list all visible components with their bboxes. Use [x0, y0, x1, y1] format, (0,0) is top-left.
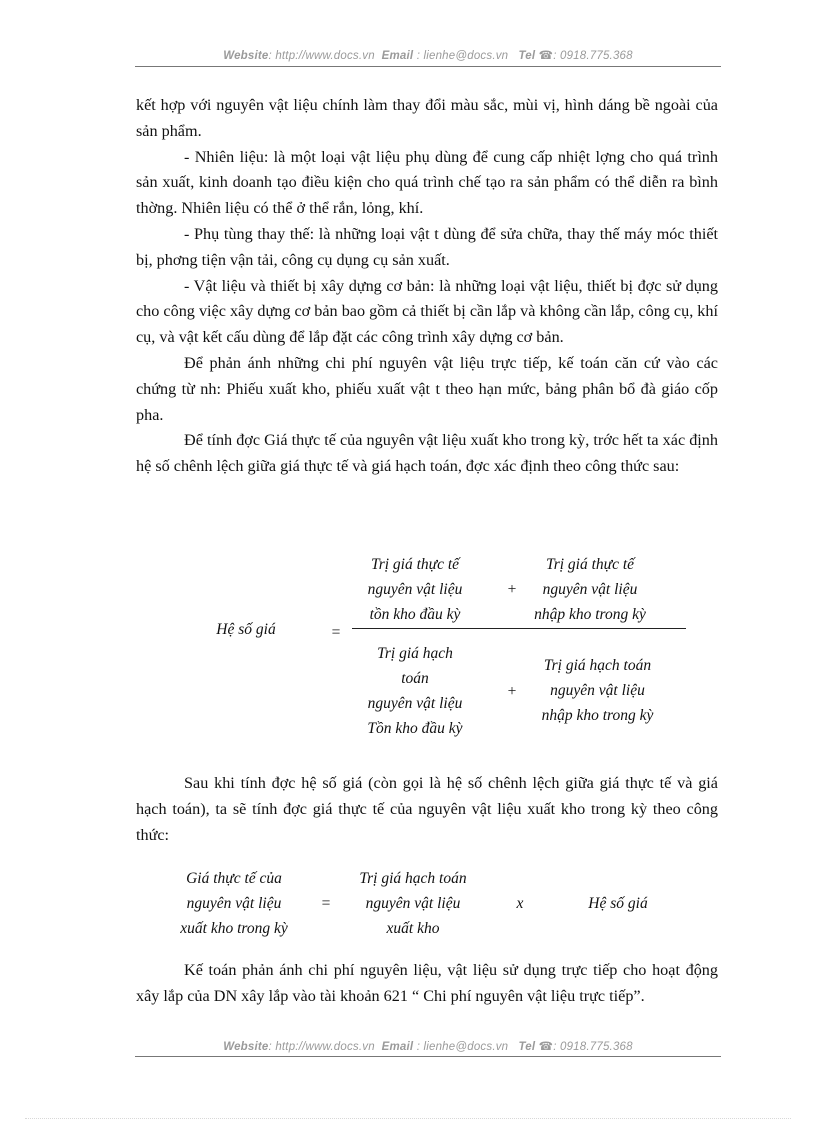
footer-rule	[135, 1056, 721, 1057]
tel-label: Tel	[518, 1041, 536, 1053]
document-body-end	[136, 958, 718, 1010]
header-rule	[135, 66, 721, 67]
formula2-rhs: Hệ số giá	[588, 895, 648, 912]
plus-sign: +	[507, 683, 517, 700]
tel-label: Tel	[518, 50, 536, 62]
plus-sign: +	[507, 581, 517, 598]
equals-sign: =	[321, 895, 331, 912]
phone-icon: ☎	[538, 1041, 554, 1053]
formula2-lhs: Giá thực tế của nguyên vật liệu xuất kho trong kỳ	[180, 870, 288, 937]
tel-number: : 0918.775.368	[553, 50, 633, 62]
website-label: Website	[223, 50, 269, 62]
formula-lhs: Hệ số giá	[216, 621, 276, 638]
denominator-term-b: Trị giá hạch toán nguyên vật liệu nhập kho trong kỳ	[541, 657, 654, 724]
paragraph: Để tính đợc Giá thực tế của nguyên vật liệu xuất kho trong kỳ, trớc hết ta xác định hệ số chênh lệch giữa giá thực tế và giá hạch toán, đợc xác định theo công thức sau:	[136, 431, 718, 476]
numerator-term-b: Trị giá thực tế nguyên vật liệu nhập kho trong kỳ	[534, 556, 646, 623]
email-label: Email	[381, 1041, 414, 1053]
page-edge-divider	[25, 1118, 791, 1119]
phone-icon: ☎	[538, 50, 554, 62]
email-address[interactable]: : lienhe@docs.vn	[416, 50, 509, 62]
paragraph: Kế toán phản ánh chi phí nguyên liệu, vật liệu sử dụng trực tiếp cho hoạt động xây lắp của DN xây lắp vào tài khoản 621 “ Chi phí nguyên vật liệu trực tiếp”.	[136, 961, 718, 1005]
website-url[interactable]: : http://www.docs.vn	[268, 1041, 375, 1053]
equals-sign: =	[331, 624, 341, 641]
document-body-continued	[136, 771, 718, 848]
tel-number: : 0918.775.368	[553, 1041, 633, 1053]
paragraph: - Vật liệu và thiết bị xây dựng cơ bản: là những loại vật liệu, thiết bị đợc sử dụng cho công việc xây dựng cơ bản bao gồm cả thiết bị cần lắp và không cần lắp, công cụ, khí cụ, và vật kết cấu dùng để lắp đặt các công trình xây dựng cơ bản.	[136, 276, 718, 347]
paragraph: - Phụ tùng thay thế: là những loại vật t dùng để sửa chữa, thay thế máy móc thiết bị, phơng tiện vận tải, công cụ dụng cụ sản xuất.	[136, 224, 718, 269]
website-url[interactable]: : http://www.docs.vn	[268, 50, 375, 62]
formula2-middle: Trị giá hạch toán nguyên vật liệu xuất kho	[359, 870, 467, 937]
email-address[interactable]: : lienhe@docs.vn	[416, 1041, 509, 1053]
page-footer	[135, 1039, 721, 1053]
paragraph: - Nhiên liệu: là một loại vật liệu phụ dùng để cung cấp nhiệt lợng cho quá trình sản xuất, kinh doanh tạo điều kiện cho quá trình chế tạo ra sản phẩm có thể diễn ra bình thờng. Nhiên liệu có thể ở thể rắn, lỏng, khí.	[136, 147, 718, 218]
email-label: Email	[381, 50, 414, 62]
paragraph: Để phản ánh những chi phí nguyên vật liệu trực tiếp, kế toán căn cứ vào các chứng từ nh: Phiếu xuất kho, phiếu xuất vật t theo hạn mức, bảng phân bổ đà giáo cốp pha.	[136, 353, 718, 424]
paragraph: Sau khi tính đợc hệ số giá (còn gọi là hệ số chênh lệch giữa giá thực tế và giá hạch toán), ta sẽ tính đợc giá thực tế của nguyên vật liệu xuất kho trong kỳ theo công thức:	[136, 774, 718, 844]
times-sign: x	[516, 895, 524, 912]
document-body	[136, 93, 718, 480]
numerator-term-a: Trị giá thực tế nguyên vật liệu tồn kho đầu kỳ	[367, 556, 463, 623]
fraction-bar	[352, 628, 686, 629]
website-label: Website	[223, 1041, 269, 1053]
page-header	[135, 48, 721, 62]
denominator-term-a: Trị giá hạch toán nguyên vật liệu Tồn kho đầu kỳ	[367, 645, 463, 737]
paragraph: kết hợp với nguyên vật liệu chính làm thay đổi màu sắc, mùi vị, hình dáng bề ngoài của sản phẩm.	[136, 96, 718, 140]
